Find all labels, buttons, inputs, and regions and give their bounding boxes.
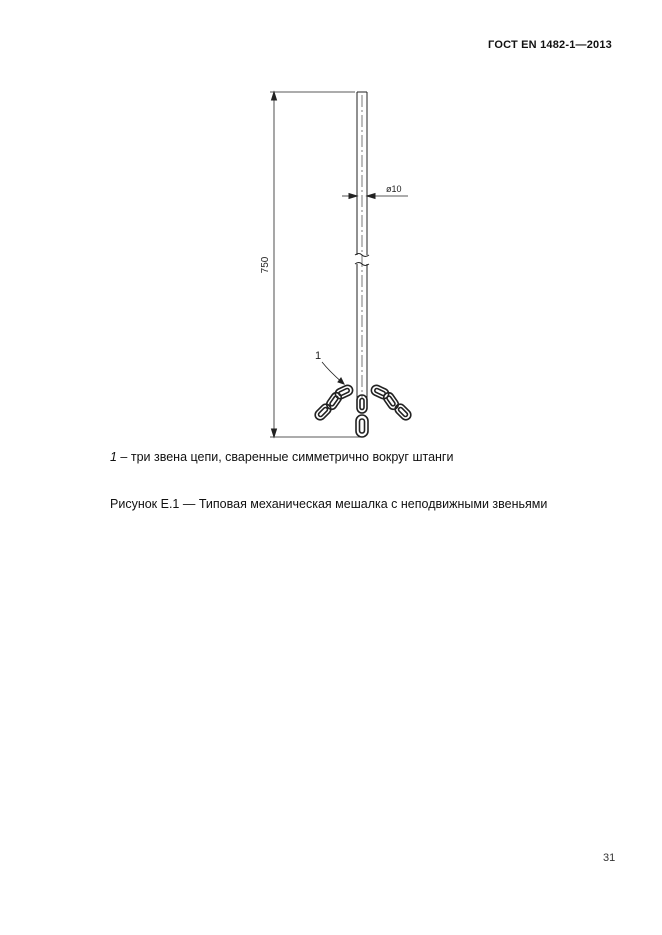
document-header: ГОСТ EN 1482-1—2013 — [488, 39, 612, 51]
page-number: 31 — [603, 852, 616, 864]
height-dimension-label: 750 — [260, 256, 271, 274]
legend-number: 1 — [110, 450, 117, 464]
figure-legend — [110, 450, 453, 464]
chain-links — [313, 384, 413, 437]
callout-label: 1 — [315, 350, 322, 362]
diameter-dimension-label: ø10 — [386, 184, 402, 194]
figure-caption: Рисунок Е.1 — Типовая механическая мешалка с неподвижными звеньями — [110, 497, 548, 511]
legend-text: – три звена цепи, сваренные симметрично вокруг штанги — [116, 450, 454, 464]
stirrer-drawing — [0, 0, 662, 450]
